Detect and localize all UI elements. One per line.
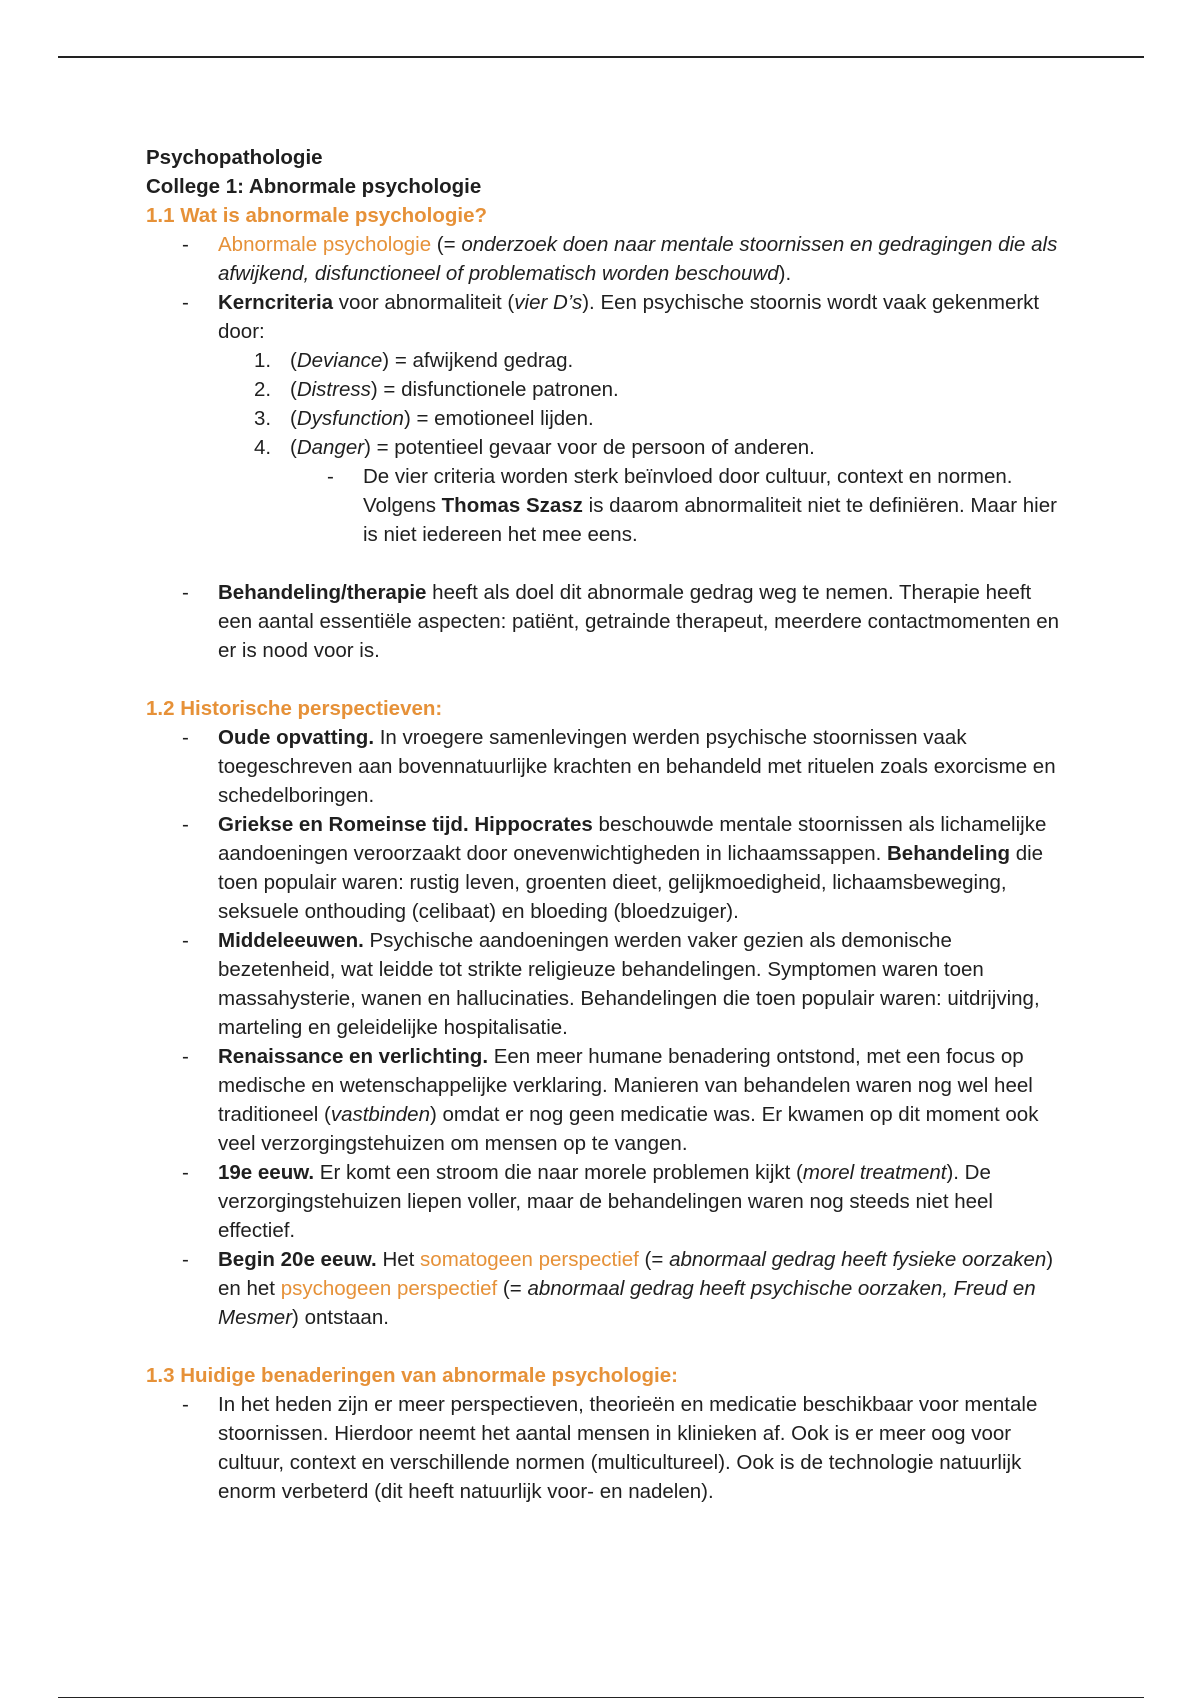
text: (= [431, 233, 462, 256]
bullet-dash: - [182, 1248, 189, 1271]
list-item [146, 926, 1066, 1042]
text: ( [290, 378, 297, 401]
bullet-dash: - [182, 929, 189, 952]
bullet-dash: - [182, 1045, 189, 1068]
criterion-term: Dysfunction [296, 407, 404, 430]
text: ) = afwijkend gedrag. [382, 349, 574, 372]
list-item [146, 288, 1066, 346]
list-item [146, 230, 1066, 288]
criteria-item [146, 375, 1066, 404]
text: Het [376, 1248, 421, 1271]
period-term: Begin 20e eeuw. [218, 1248, 377, 1271]
text: die toen populair waren: rustig leven, groenten dieet, gelijkmoedigheid, lichaamsbeweging, seksuele onthouding (celibaat) en bloeding (bloedzuiger). [218, 842, 1044, 923]
bullet-dash: - [182, 581, 189, 604]
text: In vroegere samenlevingen werden psychische stoornissen vaak toegeschreven aan bovennatuurlijke krachten en behandeld met rituelen zoals exorcisme en schedelboringen. [218, 726, 1056, 807]
text: ). Een psychische stoornis wordt vaak gekenmerkt door: [218, 291, 1040, 343]
text: De vier criteria worden sterk beïnvloed door cultuur, context en normen. Volgens [363, 465, 1013, 517]
section-heading-1-3: 1.3 Huidige benaderingen van abnormale psychologie: [146, 1364, 678, 1387]
bullet-dash: - [327, 465, 334, 488]
text: ) ontstaan. [292, 1306, 389, 1329]
bullet-dash: - [182, 291, 189, 314]
term-kerncriteria: Kerncriteria [218, 291, 334, 314]
text: ) en het [218, 1248, 1054, 1300]
list-item [146, 1042, 1066, 1158]
item-number: 1. [254, 349, 272, 372]
term-somatogeen-perspectief: somatogeen perspectief [420, 1248, 639, 1271]
text: ( [290, 349, 297, 372]
text: beschouwde mentale stoornissen als lichamelijke aandoeningen veroorzaakt door onevenwichtigheden in lichaamssappen. [218, 813, 1047, 865]
definition: abnormaal gedrag heeft fysieke oorzaken [669, 1248, 1047, 1271]
text: (= [638, 1248, 670, 1271]
name-hippocrates: Hippocrates [474, 813, 593, 836]
list-item [146, 1390, 1066, 1506]
term-psychogeen-perspectief: psychogeen perspectief [280, 1277, 498, 1300]
text: voor abnormaliteit ( [333, 291, 515, 314]
list-item [146, 578, 1066, 665]
list-item [146, 1245, 1066, 1332]
text: ( [290, 407, 297, 430]
definition: abnormaal gedrag heeft psychische oorzaken, Freud en Mesmer [218, 1277, 1036, 1329]
document-title: Psychopathologie [146, 146, 323, 169]
spacer [146, 549, 1066, 578]
emphasis: vier D’s [514, 291, 583, 314]
term-behandeling: Behandeling [887, 842, 1011, 865]
criterion-term: Distress [296, 378, 371, 401]
text: ) = emotioneel lijden. [403, 407, 594, 430]
name-thomas-szasz: Thomas Szasz [441, 494, 583, 517]
emphasis: morel treatment [802, 1161, 947, 1184]
bullet-dash: - [182, 233, 189, 256]
criterion-term: Danger [296, 436, 365, 459]
text: In het heden zijn er meer perspectieven, theorieën en medicatie beschikbaar voor mentale stoornissen. Hierdoor neemt het aantal mensen in klinieken af. Ook is er meer oog voor cultuur, context en verschillende normen (multicultureel). Ook is de technologie natuurlijk enorm verbeterd (dit heeft natuurlijk voor- en nadelen). [218, 1393, 1038, 1503]
list-item [146, 723, 1066, 810]
list-item [146, 1158, 1066, 1245]
spacer [146, 1332, 1066, 1361]
text: ( [290, 436, 297, 459]
emphasis: vastbinden [330, 1103, 430, 1126]
section-heading-1-2: 1.2 Historische perspectieven: [146, 697, 443, 720]
text: ) = disfunctionele patronen. [370, 378, 619, 401]
item-number: 4. [254, 436, 272, 459]
text: is daarom abnormaliteit niet te definiëren. Maar hier is niet iedereen het mee eens. [363, 494, 1057, 546]
item-number: 2. [254, 378, 272, 401]
text: ) = potentieel gevaar voor de persoon of anderen. [364, 436, 815, 459]
period-term: Middeleeuwen. [218, 929, 364, 952]
text: Psychische aandoeningen werden vaker gezien als demonische bezetenheid, wat leidde tot strikte religieuze behandelingen. Symptomen waren toen massahysterie, wanen en hallucinaties. Behandelingen die toen populair waren: uitdrijving, marteling en geleidelijke hospitalisatie. [218, 929, 1040, 1039]
bullet-dash: - [182, 1393, 189, 1416]
criteria-item [146, 433, 1066, 462]
period-term: Oude opvatting. [218, 726, 375, 749]
bullet-dash: - [182, 1161, 189, 1184]
text: Er komt een stroom die naar morele problemen kijkt ( [314, 1161, 803, 1184]
text: (= [497, 1277, 528, 1300]
section-heading-1-1: 1.1 Wat is abnormale psychologie? [146, 204, 487, 227]
bullet-dash: - [182, 726, 189, 749]
text: ). [778, 262, 792, 285]
document-body [146, 143, 1066, 1506]
period-term: Griekse en Romeinse tijd. [218, 813, 469, 836]
period-term: 19e eeuw. [218, 1161, 315, 1184]
college-title: College 1: Abnormale psychologie [146, 175, 482, 198]
bullet-dash: - [182, 813, 189, 836]
period-term: Renaissance en verlichting. [218, 1045, 489, 1068]
term-behandeling: Behandeling/therapie [218, 581, 427, 604]
text: Een meer humane benadering ontstond, met een focus op medische en wetenschappelijke verklaring. Manieren van behandelen waren nog wel heel traditioneel ( [218, 1045, 1033, 1126]
list-item [146, 810, 1066, 926]
text: ) omdat er nog geen medicatie was. Er kwamen op dit moment ook veel verzorgingstehuizen om mensen op te vangen. [218, 1103, 1039, 1155]
header-rule [58, 56, 1144, 58]
footer-rule [58, 1697, 1144, 1698]
item-number: 3. [254, 407, 272, 430]
term-abnormale-psychologie: Abnormale psychologie [218, 233, 432, 256]
criterion-term: Deviance [296, 349, 383, 372]
criteria-item [146, 404, 1066, 433]
definition: onderzoek doen naar mentale stoornissen en gedragingen die als afwijkend, disfunctioneel of problematisch worden beschouwd [218, 233, 1058, 285]
spacer [146, 665, 1066, 694]
criteria-item [146, 346, 1066, 375]
text: heeft als doel dit abnormale gedrag weg te nemen. Therapie heeft een aantal essentiële aspecten: patiënt, getrainde therapeut, meerdere contactmomenten en er is nood voor is. [218, 581, 1060, 662]
text: ). De verzorgingstehuizen liepen voller, maar de behandelingen waren nog steeds niet heel effectief. [218, 1161, 993, 1242]
sub-list-item [146, 462, 1066, 549]
